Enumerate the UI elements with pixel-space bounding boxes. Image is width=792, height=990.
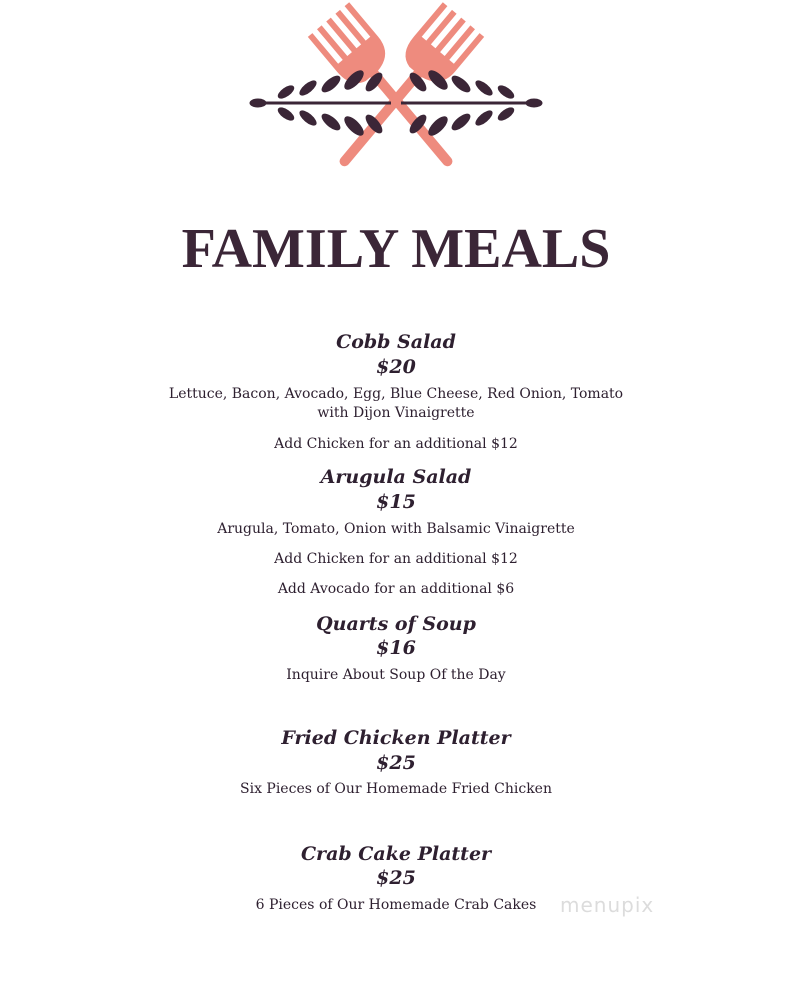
item-name: Cobb Salad <box>336 331 456 353</box>
item-name: Arugula Salad <box>320 466 472 488</box>
item-addon: Add Avocado for an additional $6 <box>277 581 515 597</box>
item-price: $25 <box>376 867 416 889</box>
crossed-forks-logo-icon <box>246 0 546 192</box>
item-description: Six Pieces of Our Homemade Fried Chicken <box>240 781 552 797</box>
page-title: FAMILY MEALS <box>181 218 611 280</box>
item-addon: Add Chicken for an additional $12 <box>274 551 518 567</box>
item-price: $20 <box>376 356 416 378</box>
item-addon: Add Chicken for an additional $12 <box>274 436 518 452</box>
item-description: 6 Pieces of Our Homemade Crab Cakes <box>255 897 537 913</box>
watermark: menupix <box>560 893 655 917</box>
item-price: $25 <box>376 752 416 774</box>
item-description: Arugula, Tomato, Onion with Balsamic Vinaigrette <box>217 521 575 537</box>
item-name: Fried Chicken Platter <box>281 727 511 749</box>
item-price: $16 <box>376 637 416 659</box>
item-description: Inquire About Soup Of the Day <box>286 667 506 683</box>
item-price: $15 <box>376 491 416 513</box>
item-description: Lettuce, Bacon, Avocado, Egg, Blue Cheese, Red Onion, Tomato <box>168 386 624 402</box>
item-name: Crab Cake Platter <box>300 843 492 865</box>
item-description: with Dijon Vinaigrette <box>317 405 475 421</box>
item-name: Quarts of Soup <box>316 613 476 635</box>
